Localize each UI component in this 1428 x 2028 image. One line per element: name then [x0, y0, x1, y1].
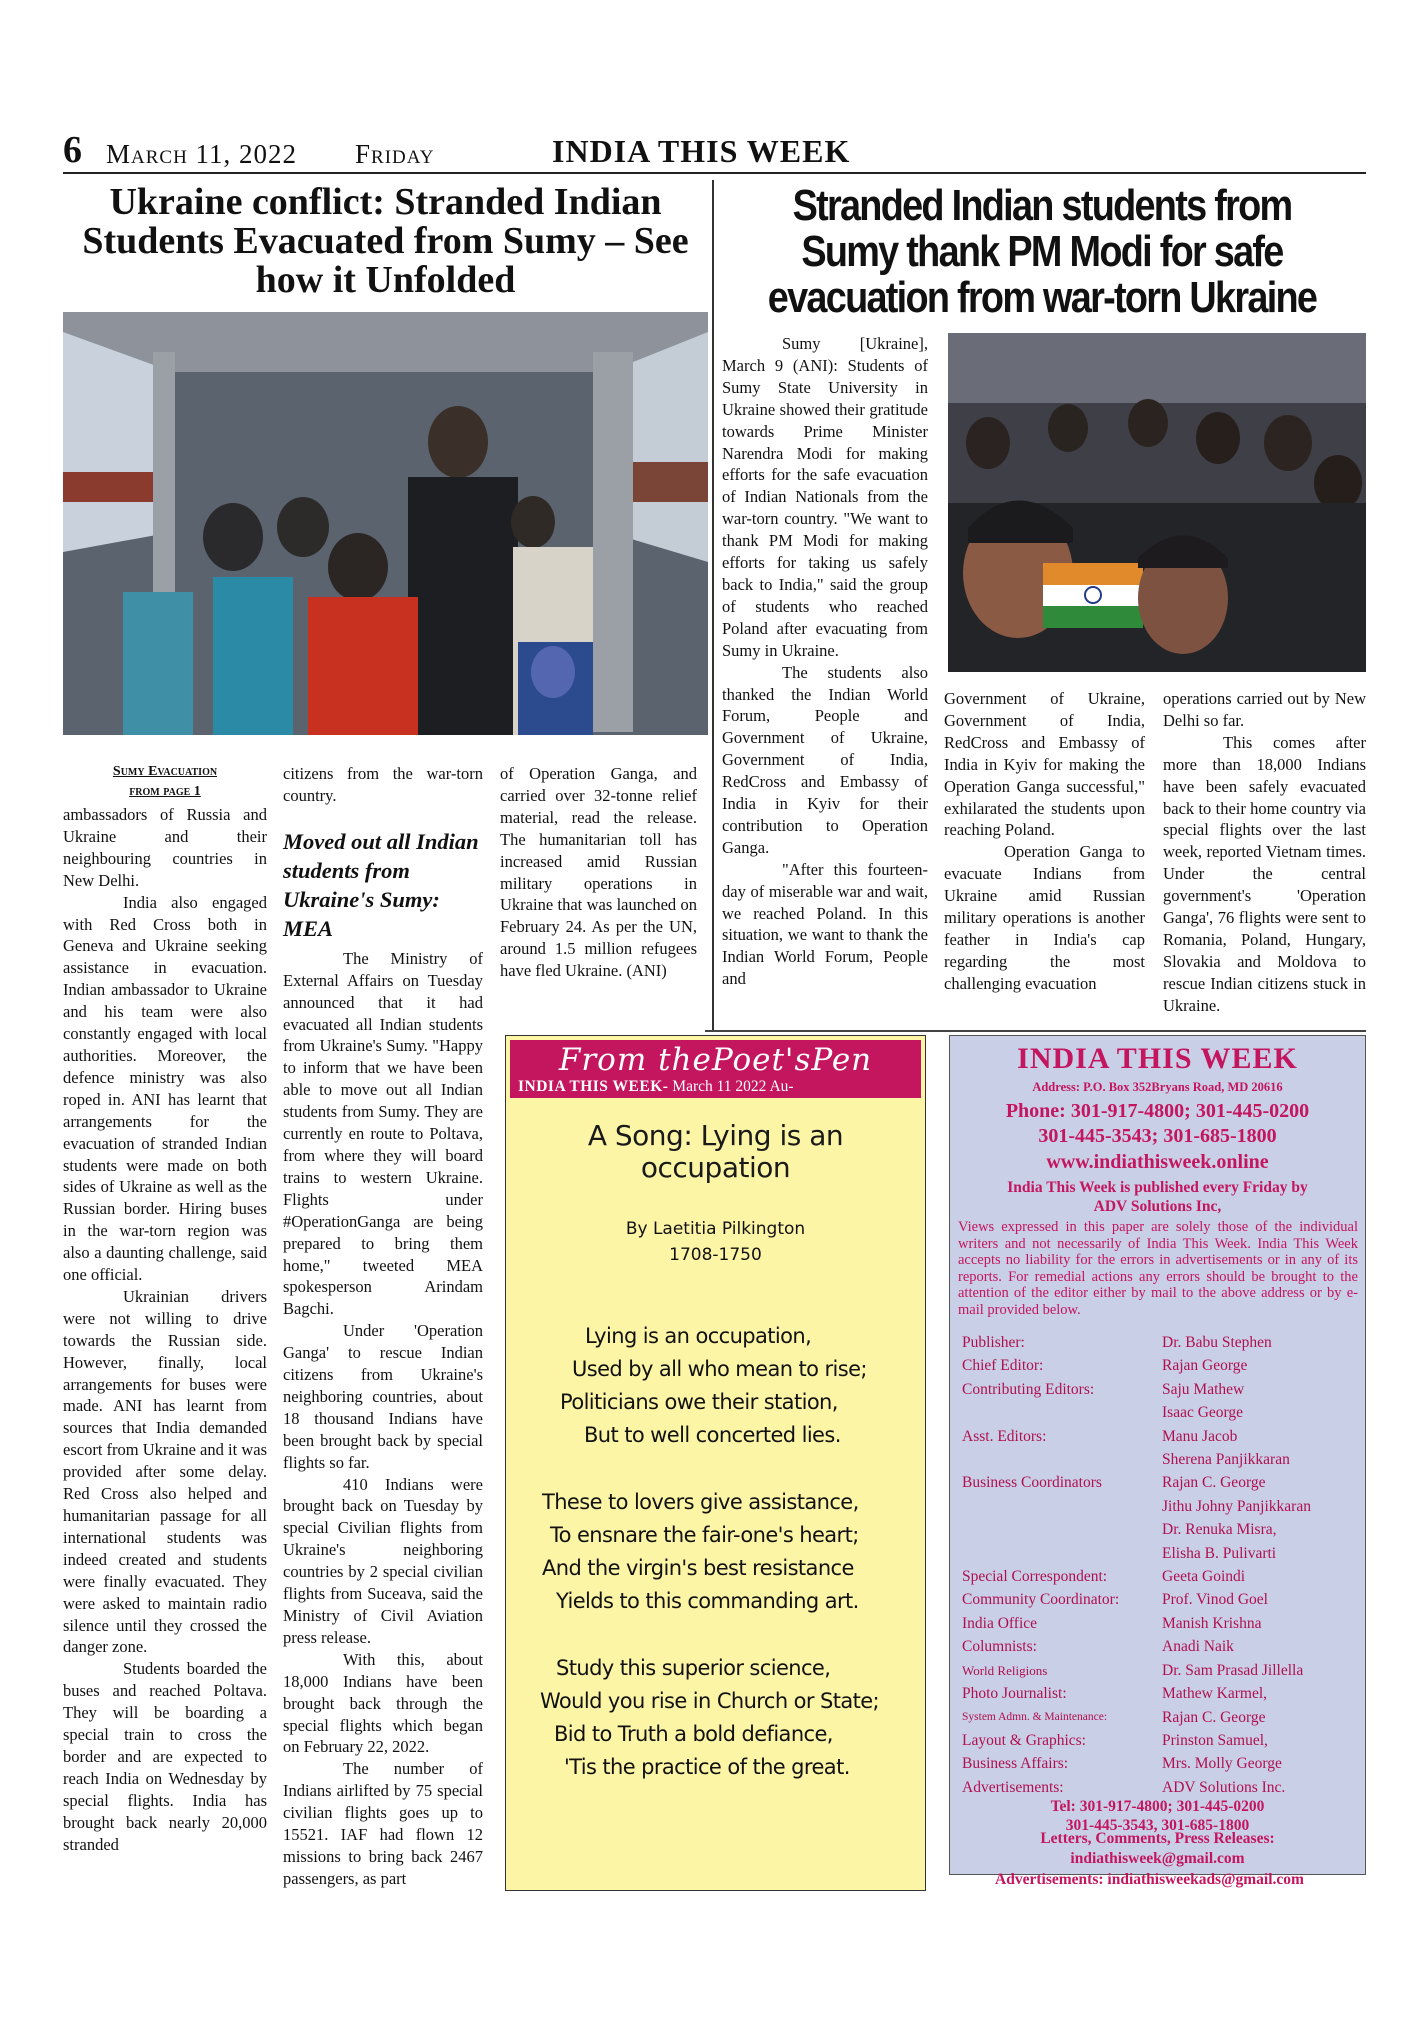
- poet-box-header: [510, 1040, 921, 1098]
- info-disclaimer: Views expressed in this paper are solely those of the individual writers and not necessarily of India This Week. India This Week accepts no liability for the errors in advertisements or in any of its reports. For remedial actions any errors should be brought to the attention of the editor either by mail to the above address or by e-mail provided below.: [958, 1219, 1358, 1318]
- staff-row: Publisher: Dr. Babu Stephen: [962, 1334, 1272, 1351]
- article2-paragraph: The students also thanked the Indian World Forum, People and Government of Ukraine, Government of India, RedCross and Embassy of India in Kyiv for their contribution to Operation Ganga.: [722, 662, 928, 857]
- staff-row: Layout & Graphics: Prinston Samuel,: [962, 1731, 1268, 1749]
- info-tel-1: Tel: 301-917-4800; 301-445-0200: [1050, 1798, 1265, 1815]
- students-selfie-photo: [948, 333, 1366, 672]
- article1-paragraph: The number of Indians airlifted by 75 special civilian flights goes up to 15521. IAF had flown 12 missions to bring back 2467 passengers, as part: [283, 1759, 483, 1888]
- column-separator: [712, 180, 714, 1030]
- staff-row: Jithu Johny Panjikkaran: [1162, 1497, 1311, 1515]
- continued-label: Sumy Evacuation from page 1: [112, 764, 218, 799]
- info-ads-email[interactable]: Advertisements: indiathisweekads@gmail.com: [995, 1871, 1304, 1888]
- staff-row: Asst. Editors: Manu Jacob: [962, 1427, 1238, 1445]
- staff-row: Photo Journalist: Mathew Karmel,: [962, 1685, 1268, 1703]
- staff-row: Contributing Editors: Saju Mathew: [962, 1380, 1245, 1398]
- issue-day: Friday: [355, 139, 435, 169]
- info-published-line: India This Week is published every Friday by: [1007, 1179, 1308, 1196]
- article1-paragraph: 410 Indians were brought back on Tuesday by special Civilian flights from Ukraine's neighboring countries by 2 special civilian flights from Suceava, said the Ministry of Civil Aviation press release.: [283, 1474, 483, 1647]
- article1-paragraph: India also engaged with Red Cross both in Geneva and Ukraine seeking assistance in evacuation. Indian ambassador to Ukraine and his team were also constantly engaged with local authorities. Moreover, the defence ministry was also roped in. ANI has learnt that arrangements for the evacuation of stranded Indian students were made on both sides of Ukraine as well as the Russian border. Hiring buses in the war-torn region was also a daunting challenge, said one official.: [63, 892, 267, 1285]
- article2-column-1: [722, 333, 928, 990]
- article1-paragraph: Under 'Operation Ganga' to rescue Indian citizens from Ukraine's neighboring countries, about 18 thousand Indians have been brought back by special flights so far.: [283, 1321, 483, 1472]
- poem-stanza: These to lovers give assistance, To ensnare the fair-one's heart; And the virgin's best resistance Yields to this commanding art.: [542, 1490, 859, 1613]
- article2-paragraph: "After this fourteen-day of miserable war and wait, we reached Poland. In this situation, we want to thank the Indian World Forum, People and: [722, 859, 928, 989]
- staff-row: System Admn. & Maintenance: Rajan C. George: [962, 1708, 1266, 1726]
- article2-paragraph: operations carried out by New Delhi so far.: [1163, 689, 1366, 730]
- staff-row: Business Affairs: Mrs. Molly George: [962, 1755, 1282, 1773]
- info-email[interactable]: indiathisweek@gmail.com: [1070, 1850, 1245, 1867]
- section-rule: [705, 1030, 1366, 1032]
- info-phone-1: Phone: 301-917-4800; 301-445-0200: [1005, 1100, 1310, 1122]
- staff-row: Special Correspondent: Geeta Goindi: [962, 1568, 1246, 1586]
- poem-byline: By Laetitia Pilkington 1708-1750: [625, 1219, 806, 1265]
- masthead-rule: [63, 172, 1366, 174]
- staff-row: Isaac George: [1162, 1404, 1244, 1422]
- article1-paragraph: Ukrainian drivers were not willing to drive towards the Russian side. However, finally, local arrangements for buses were made. ANI has learnt from sources that India demanded escort from Ukraine and it was provided after some delay. Red Cross also helped and humanitarian passage for all international students was indeed created and students were finally evacuated. They were asked to maintain radio silence until they crossed the danger zone.: [63, 1286, 267, 1657]
- article1-column-3: [500, 763, 697, 982]
- staff-row: Elisha B. Pulivarti: [1162, 1544, 1277, 1562]
- article1-subhead: Moved out all Indian students from Ukraine's Sumy: MEA: [283, 828, 479, 941]
- info-tel-2: 301-445-3543, 301-685-1800: [1065, 1817, 1250, 1834]
- article1-paragraph: The Ministry of External Affairs on Tuesday announced that it had evacuated all Indian students from Ukraine's Sumy. "Happy to inform that we have been able to move out all Indian students from Sumy. They are currently en route to Poltava, from where they will board trains to western Ukraine. Flights under #OperationGanga are being prepared to bring them home," tweeted MEA spokesperson Arindam Bagchi.: [283, 948, 483, 1319]
- staff-row: Business Coordinators Rajan C. George: [962, 1474, 1266, 1492]
- staff-row: Chief Editor: Rajan George: [962, 1357, 1248, 1375]
- issue-date: March 11, 2022: [106, 139, 298, 169]
- article1-paragraph: With this, about 18,000 Indians have been brought back through the special flights which began on February 22, 2022.: [283, 1649, 483, 1757]
- article1-paragraph: Students boarded the buses and reached Poltava. They will be boarding a special train to cross the border and are expected to reach India on Wednesday by special flights. India has brought back nearly 20,000 stranded: [63, 1659, 267, 1854]
- info-address: Address: P.O. Box 352Bryans Road, MD 20616: [1032, 1080, 1283, 1094]
- staff-row: Advertisements: ADV Solutions Inc.: [962, 1778, 1286, 1796]
- staff-row: Dr. Renuka Misra,: [1162, 1521, 1277, 1539]
- article2-column-3: [1163, 688, 1366, 1017]
- bus-students-photo: [63, 312, 708, 735]
- staff-row: Sherena Panjikkaran: [1162, 1451, 1290, 1469]
- staff-row: Community Coordinator: Prof. Vinod Goel: [962, 1591, 1268, 1609]
- article2-paragraph: This comes after more than 18,000 Indians have been safely evacuated back to their home country via special flights over the last week, reported Vietnam times. Under the central government's 'Operation Ganga', 76 flights were sent to Romania, Poland, Hungary, Slovakia and Moldova to rescue Indian citizens stuck in Ukraine.: [1163, 732, 1366, 1015]
- poem-title: A Song: Lying is an occupation: [587, 1119, 844, 1184]
- poet-box: [505, 1035, 926, 1891]
- article2-headline: Stranded Indian students from Sumy thank PM Modi for safe evacuation from war-torn Ukraine: [767, 181, 1317, 322]
- article1-headline: Ukraine conflict: Stranded Indian Students Evacuated from Sumy – See how it Unfolded: [82, 181, 689, 302]
- staff-row: Columnists: Anadi Naik: [962, 1638, 1234, 1656]
- info-letters-label: Letters, Comments, Press Releases:: [1040, 1830, 1275, 1847]
- poet-box-title: From thePoet'sPen: [558, 1042, 873, 1078]
- info-paper-name: INDIA THIS WEEK: [1017, 1042, 1298, 1075]
- staff-row: India Office Manish Krishna: [962, 1614, 1262, 1632]
- staff-row: World Religions Dr. Sam Prasad Jillella: [962, 1661, 1304, 1679]
- article1-paragraph: citizens from the war-torn country.: [283, 764, 483, 805]
- paper-name: INDIA THIS WEEK: [552, 133, 851, 169]
- publisher-info-box: [949, 1035, 1366, 1888]
- article2-paragraph: Government of Ukraine, Government of India, RedCross and Embassy of India in Kyiv for making the Operation Ganga successful," exhilarated the students upon reaching Poland.: [944, 689, 1145, 840]
- article1-column-1: [63, 764, 267, 1856]
- page-number: 6: [63, 129, 82, 171]
- article1-paragraph: ambassadors of Russia and Ukraine and their neighbouring countries in New Delhi.: [63, 805, 267, 890]
- staff-list: [962, 1331, 1362, 1799]
- poem-stanza: Lying is an occupation, Used by all who mean to rise; Politicians owe their station, But to well concerted lies.: [560, 1324, 867, 1447]
- article2-paragraph: Operation Ganga to evacuate Indians from Ukraine amid Russian military operations is another feather in India's cap regarding the most challenging evacuation: [944, 842, 1145, 993]
- poem-stanza: Study this superior science, Would you rise in Church or State; Bid to Truth a bold defiance, 'Tis the practice of the great.: [540, 1656, 880, 1779]
- article1-column-2: [283, 763, 483, 1890]
- article2-paragraph: Sumy [Ukraine], March 9 (ANI): Students of Sumy State University in Ukraine showed their gratitude towards Prime Minister Narendra Modi for making efforts for the safe evacuation of Indian Nationals from the war-torn country. "We want to thank PM Modi for making efforts for taking us safely back to India," said the group of students who reached Poland after evacuating from Sumy in Ukraine.: [722, 334, 928, 660]
- info-website[interactable]: www.indiathisweek.online: [1046, 1151, 1269, 1173]
- article1-paragraph: of Operation Ganga, and carried over 32-tonne relief material, read the release. The humanitarian toll has increased amid Russian military operations in Ukraine that was launched on February 24. As per the UN, around 1.5 million refugees have fled Ukraine. (ANI): [500, 764, 697, 981]
- info-phone-2: 301-445-3543; 301-685-1800: [1038, 1125, 1277, 1147]
- article2-column-2: [944, 688, 1145, 995]
- poet-box-subtitle: INDIA THIS WEEK- March 11 2022 Au-: [518, 1078, 794, 1095]
- info-published-by: ADV Solutions Inc,: [1093, 1198, 1222, 1215]
